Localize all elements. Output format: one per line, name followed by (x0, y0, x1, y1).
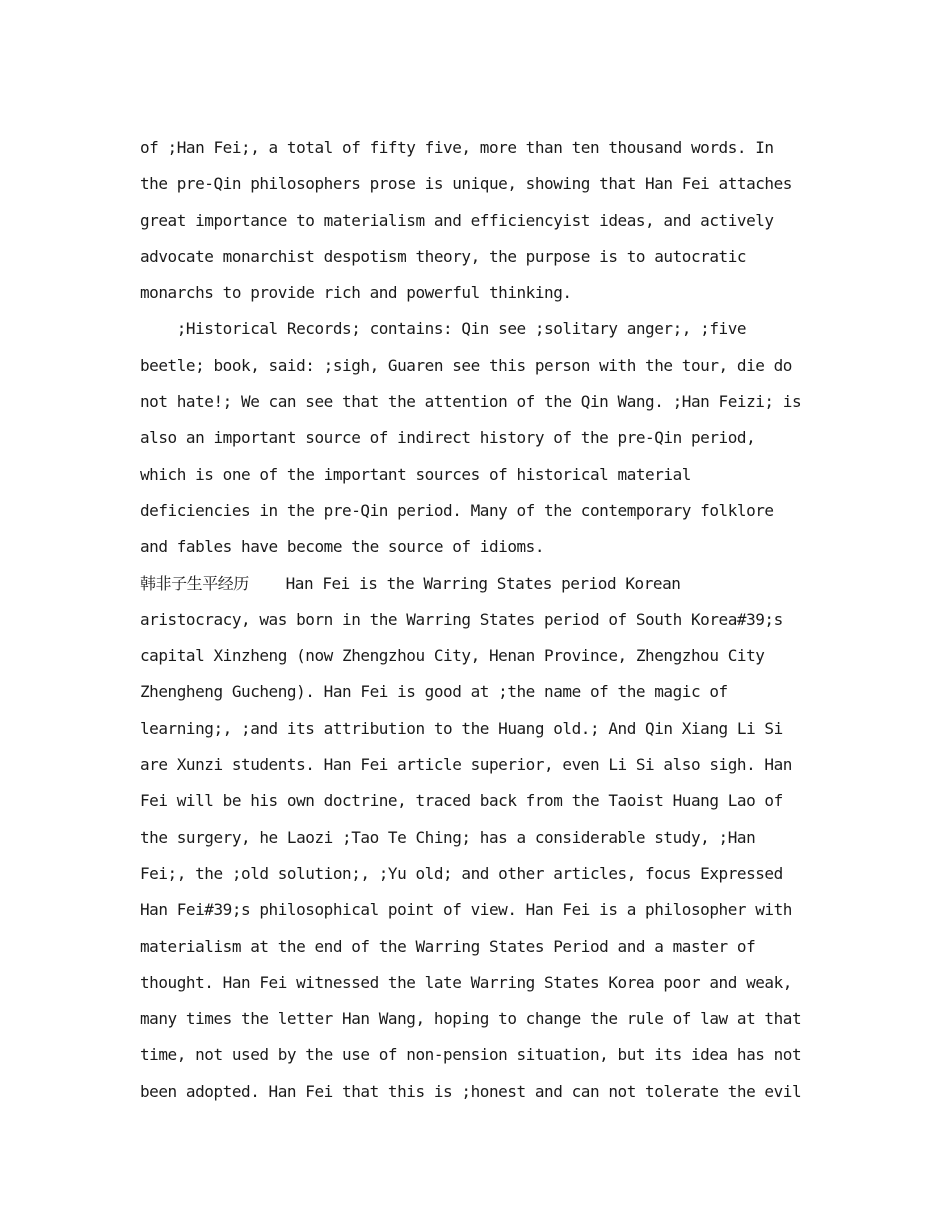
text-line: also an important source of indirect history of the pre-Qin period, (140, 428, 756, 448)
text-line: beetle; book, said: ;sigh, Guaren see this person with the tour, die do (140, 355, 792, 375)
text-line: the surgery, he Laozi ;Tao Te Ching; has a considerable study, ;Han (140, 827, 756, 847)
body-text (140, 130, 830, 1110)
text-line: many times the letter Han Wang, hoping to change the rule of law at that (140, 1009, 802, 1029)
section-heading-line: 韩非子生平经历 Han Fei is the Warring States period Korean (140, 573, 681, 593)
text-line: of ;Han Fei;, a total of fifty five, more than ten thousand words. In (140, 138, 774, 157)
text-line: been adopted. Han Fei that this is ;honest and can not tolerate the evil (140, 1081, 802, 1101)
text-line: Fei;, the ;old solution;, ;Yu old; and other articles, focus Expressed (140, 863, 783, 883)
text-line: advocate monarchist despotism theory, the purpose is to autocratic (140, 246, 747, 266)
text-line: learning;, ;and its attribution to the Huang old.; And Qin Xiang Li Si (140, 718, 783, 738)
text-line: aristocracy, was born in the Warring States period of South Korea#39;s (140, 609, 783, 629)
text-line: time, not used by the use of non-pension situation, but its idea has not (140, 1045, 802, 1065)
text-line: Han Fei#39;s philosophical point of view. Han Fei is a philosopher with (140, 900, 792, 920)
text-line: the pre-Qin philosophers prose is unique, showing that Han Fei attaches (140, 174, 792, 194)
text-line: deficiencies in the pre-Qin period. Many of the contemporary folklore (140, 500, 774, 520)
text-line: materialism at the end of the Warring States Period and a master of (140, 936, 756, 956)
text-line: Fei will be his own doctrine, traced back from the Taoist Huang Lao of (140, 791, 783, 811)
text-line: not hate!; We can see that the attention of the Qin Wang. ;Han Feizi; is (140, 392, 802, 412)
text-line: ;Historical Records; contains: Qin see ;solitary anger;, ;five (140, 319, 747, 339)
text-line: which is one of the important sources of historical material (140, 464, 691, 484)
text-line: Zhengheng Gucheng). Han Fei is good at ;the name of the magic of (140, 682, 728, 702)
text-line: monarchs to provide rich and powerful thinking. (140, 283, 572, 303)
text-line: thought. Han Fei witnessed the late Warring States Korea poor and weak, (140, 972, 792, 992)
text-line: great importance to materialism and efficiencyist ideas, and actively (140, 210, 774, 230)
text-line: are Xunzi students. Han Fei article superior, even Li Si also sigh. Han (140, 755, 792, 775)
text-line: and fables have become the source of idioms. (140, 537, 545, 557)
text-line: capital Xinzheng (now Zhengzhou City, Henan Province, Zhengzhou City (140, 646, 765, 666)
